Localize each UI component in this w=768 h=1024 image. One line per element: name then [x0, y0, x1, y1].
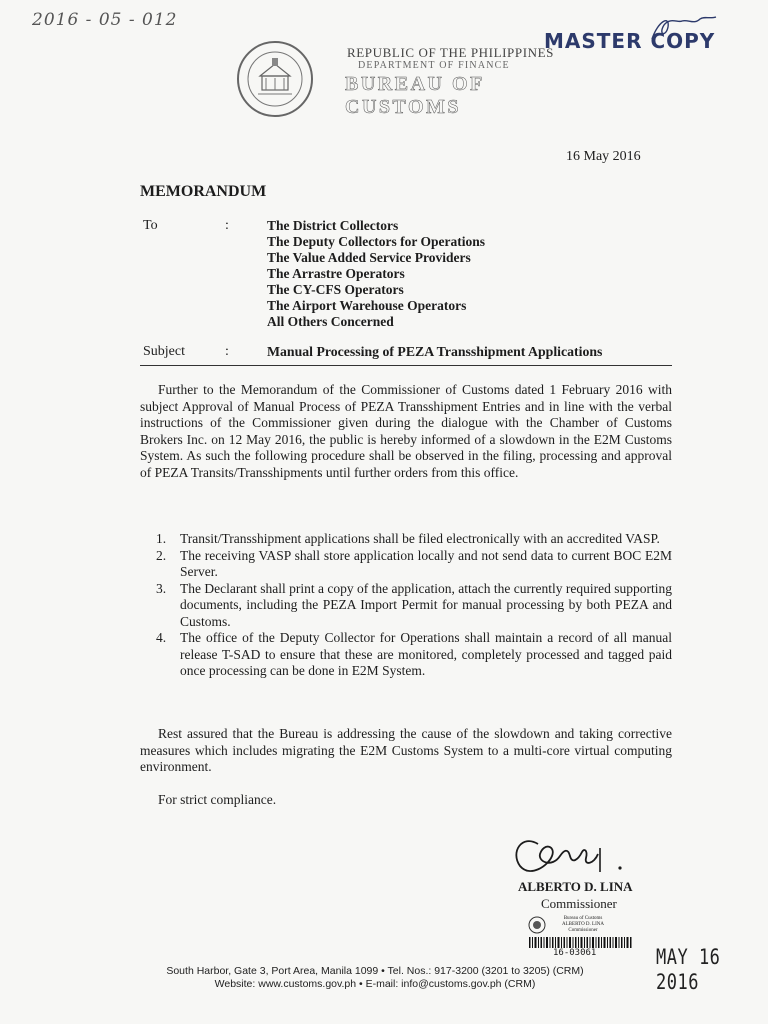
recipient: The Arrastre Operators [267, 266, 405, 281]
initials-signature-icon [648, 13, 718, 43]
subject-colon: : [225, 344, 229, 359]
list-item-text: The Declarant shall print a copy of the application, attach the currently required supporting documents, including the PEZA Import Permit for manual processing by both PEZA and Customs. [180, 580, 672, 629]
recipient: The Value Added Service Providers [267, 250, 471, 265]
commissioner-stamp-seal-icon [528, 916, 546, 934]
barcode-icon [529, 937, 632, 948]
list-item [156, 531, 672, 548]
signatory-name: ALBERTO D. LINA [518, 879, 633, 894]
memo-date: 16 May 2016 [566, 149, 641, 164]
body-paragraph-2: Rest assured that the Bureau is addressing the cause of the slowdown and taking corrective measures which includes migrating the E2M Customs System to a multi-core virtual computing environment. [140, 726, 672, 774]
recipient: The Airport Warehouse Operators [267, 298, 467, 313]
recipient-list [267, 218, 485, 330]
master-copy-stamp: MASTER COPY [544, 29, 716, 53]
barcode-number: 16-03061 [553, 948, 597, 958]
list-item-text: The office of the Deputy Collector for Operations shall maintain a record of all manual release T-SAD to ensure that these are monitored, completely processed and tagged paid once processing can be done in E2M System. [180, 630, 672, 678]
procedure-list [156, 531, 672, 680]
list-item-number: 4. [156, 630, 167, 645]
list-item-number: 2. [156, 547, 167, 563]
handwritten-ref-number: 2016 - 05 - 012 [32, 10, 178, 30]
subject-divider [140, 365, 672, 366]
recipient: The Deputy Collectors for Operations [267, 234, 485, 249]
republic-heading: REPUBLIC OF THE PHILIPPINES [347, 45, 555, 60]
received-date-stamp: MAY 16 2016 [656, 945, 721, 995]
subject-label: Subject [143, 344, 185, 359]
bureau-heading: BUREAU OF CUSTOMS [345, 73, 484, 118]
bureau-of-customs-seal-icon [236, 40, 314, 118]
footer-address: South Harbor, Gate 3, Port Area, Manila 1099 • Tel. Nos.: 917-3200 (3201 to 3205) (CRM) [166, 965, 584, 977]
body-paragraph-3: For strict compliance. [158, 792, 277, 807]
body-paragraph-1: Further to the Memorandum of the Commissioner of Customs dated 1 February 2016 with subject Approval of Manual Process of PEZA Transshipment Entries and in line with the verbal instructions of the Commissioner given during the dialogue with the Chamber of Customs Brokers Inc. on 12 May 2016, the public is hereby informed of a slowdown in the E2M Customs System. As such the following procedure shall be observed in the filing, processing and approval of PEZA Transits/Transshipments until further orders from this office. [140, 382, 672, 480]
list-item [156, 548, 672, 581]
to-label: To [143, 218, 158, 233]
department-heading: DEPARTMENT OF FINANCE [358, 60, 510, 71]
footer-contact: Website: www.customs.gov.ph • E-mail: info@customs.gov.ph (CRM) [214, 978, 536, 990]
recipient: The CY-CFS Operators [267, 282, 404, 297]
recipient: The District Collectors [267, 218, 399, 233]
list-item [156, 630, 672, 680]
memo-title: MEMORANDUM [140, 183, 267, 200]
commissioner-stamp-text: Bureau of Customs ALBERTO D. LINA Commissioner [562, 916, 604, 933]
handwritten-signature-icon [508, 826, 638, 882]
signatory-title: Commissioner [541, 896, 617, 911]
list-item-number: 3. [156, 580, 167, 596]
to-colon: : [225, 218, 229, 233]
recipient: All Others Concerned [267, 314, 394, 329]
list-item [156, 581, 672, 631]
list-item-text: Transit/Transshipment applications shall be filed electronically with an accredited VASP. [180, 531, 660, 546]
subject-text: Manual Processing of PEZA Transshipment Applications [267, 344, 603, 359]
list-item-text: The receiving VASP shall store application locally and not send data to current BOC E2M Server. [180, 547, 672, 579]
list-item-number: 1. [156, 531, 167, 546]
